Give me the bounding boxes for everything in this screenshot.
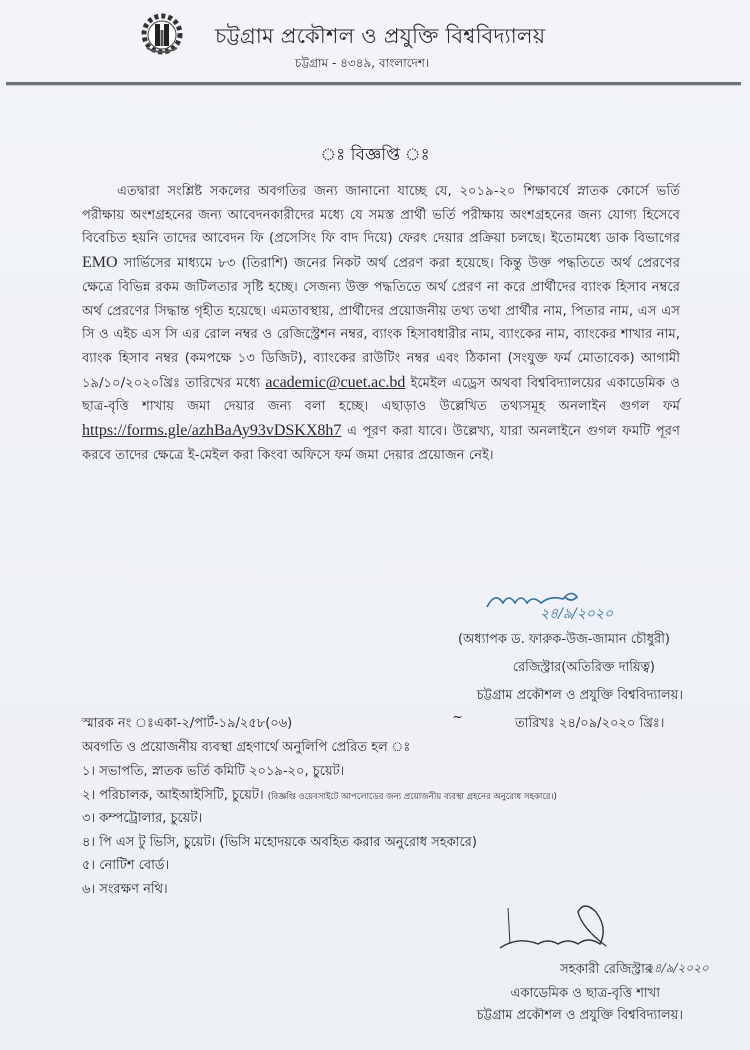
cc-item-text: ৩। কম্পট্রোলার, চুয়েট। [82,811,203,826]
cc-intro: অবগতি ও প্রয়োজনীয় ব্যবস্থা গ্রহণার্থে অনুলিপি প্রেরিত হল ঃ [82,740,411,755]
cc-item [82,833,557,857]
memo-date: তারিখঃ ২৪/০৯/২০২০ খ্রিঃ। [515,716,665,731]
assistant-registrar-institution: চট্টগ্রাম প্রকৌশল ও প্রযুক্তি বিশ্ববিদ্যালয়। [476,1008,683,1023]
cc-item-text: ১। সভাপতি, স্নাতক ভর্তি কমিটি ২০১৯-২০, চুয়েট। [82,764,345,779]
cc-item-note: (বিজ্ঞপ্তি ওয়েবসাইটে আপলোডের জন্য প্রয়োজনীয় ব্যবস্থা গ্রহনের অনুরোধ সহকারে।) [267,791,557,802]
initials-mark: ~ [452,710,463,725]
assistant-registrar-section: একাডেমিক ও ছাত্র-বৃত্তি শাখা [510,986,660,1001]
email-link[interactable]: academic@cuet.ac.bd [265,373,406,391]
cc-item-text: ২। পরিচালক, আইআইসিটি, চুয়েট। [82,787,268,803]
university-address: চট্টগ্রাম - ৪৩৪৯, বাংলাদেশ। [295,56,430,70]
registrar-name: (অধ্যাপক ড. ফারুক-উজ-জামান চৌধুরী) [457,632,670,647]
university-title: চট্টগ্রাম প্রকৌশল ও প্রযুক্তি বিশ্ববিদ্যালয় [215,24,546,48]
header-divider [6,82,741,86]
registrar-institution: চট্টগ্রাম প্রকৌশল ও প্রযুক্তি বিশ্ববিদ্যালয়। [476,688,683,703]
cc-item-text: ৪। পি এস টু ভিসি, চুয়েট। (ভিসি মহোদয়কে অবহিত করার অনুরোধ সহকারে) [82,834,477,850]
university-logo-icon [138,10,186,58]
notice-body [82,180,680,467]
body-part-2: সার্ভিসের মাধ্যমে ৮৩ (তিরাশি) জনের নিকট অর্থ প্রেরণ করা হয়েছে। কিন্তু উক্ত পদ্ধতিতে অর্থ প্রেরণের ক্ষেত্রে বিভিন্ন রকম জটিলতার সৃষ্টি হচ্ছে। সেজন্য উক্ত পদ্ধতিতে অর্থ প্রেরণ না করে প্রার্থীদের ব্যাংক হিসাব নম্বরে অর্থ প্রেরণের সিদ্ধান্ত গৃহীত হয়েছে। এমতাবস্থায়, প্রার্থীদের প্রয়োজনীয় তথ্য তথা প্রার্থীর নাম, পিতার নাম, এস এস সি ও এইচ এস সি এর রোল নম্বর ও রেজিস্ট্রেশন নম্বর, ব্যাংক হিসাবধারীর নাম, ব্যাংকের নাম, ব্যাংকের শাখার নাম, ব্যাংক হিসাব নম্বর (কমপক্ষে ১৩ ডিজিট), ব্যাংকের রাউটিং নম্বর এবং ঠিকানা (সংযুক্ত ফর্ম মোতাবেক) আগামী ১৯/১০/২০২০খ্রিঃ তারিখের মধ্যে [82,256,680,391]
cc-item-text: ৬। সংরক্ষণ নথি। [82,881,168,897]
cc-item [82,809,557,833]
assistant-signature-date: ২৪/৯/২০২০ [646,961,709,975]
cc-item [82,762,557,786]
registrar-signature-date: ২৪/৯/২০২০ [540,606,614,622]
registrar-designation: রেজিস্ট্রার(অতিরিক্ত দায়িত্ব) [512,660,655,675]
emo-term: EMO [82,254,118,272]
assistant-registrar-signature-icon [488,898,628,958]
body-part-1: এতদ্বারা সংশ্লিষ্ট সকলের অবগতির জন্য জানানো যাচ্ছে যে, ২০১৯-২০ শিক্ষাবর্ষে স্নাতক কোর্সে ভর্তি পরীক্ষায় অংশগ্রহনের জন্য আবেদনকারীদের মধ্যে যে সমস্ত প্রার্থী ভর্তি পরীক্ষায় অংশগ্রহনের জন্য যোগ্য হিসেবে বিবেচিত হয়নি তাদের আবেদন ফি (প্রসেসিং ফি বাদ দিয়ে) ফেরৎ দেয়ার প্রক্রিয়া চলছে। ইতোমধ্যে ডাক বিভাগের [82,184,680,247]
body-part-3: ইমেইল এড্রেস অথবা বিশ্ববিদ্যালয়ের একাডেমিক ও ছাত্র-বৃত্তি শাখায় জমা দেয়ার জন্য বলা হচ্ছে। এছাড়াও উল্লেখিত তথ্যসমূহ অনলাইন গুগল ফর্ম [82,375,680,415]
cc-item-text: ৫। নোটিশ বোর্ড। [82,858,170,873]
google-form-link[interactable]: https://forms.gle/azhBaAy93vDSKX8h7 [82,422,342,440]
memo-reference: স্মারক নং ঃএকা-২/পার্ট-১৯/২৫৮(০৬) [82,716,293,731]
notice-heading: ঃ বিজ্ঞপ্তি ঃ [320,145,430,165]
cc-item [82,786,557,810]
cc-item [82,880,557,904]
cc-list [82,762,557,903]
assistant-registrar-title: সহকারী রেজিস্ট্রার [560,962,652,977]
cc-item [82,856,557,880]
body-part-4: এ পূরণ করা যাবে। উল্লেখ্য, যারা অনলাইনে গুগল ফমটি পূরণ করবে তাদের ক্ষেত্রে ই-মেইল করা কিংবা অফিসে ফর্ম জমা দেয়ার প্রয়োজন নেই। [82,424,680,463]
